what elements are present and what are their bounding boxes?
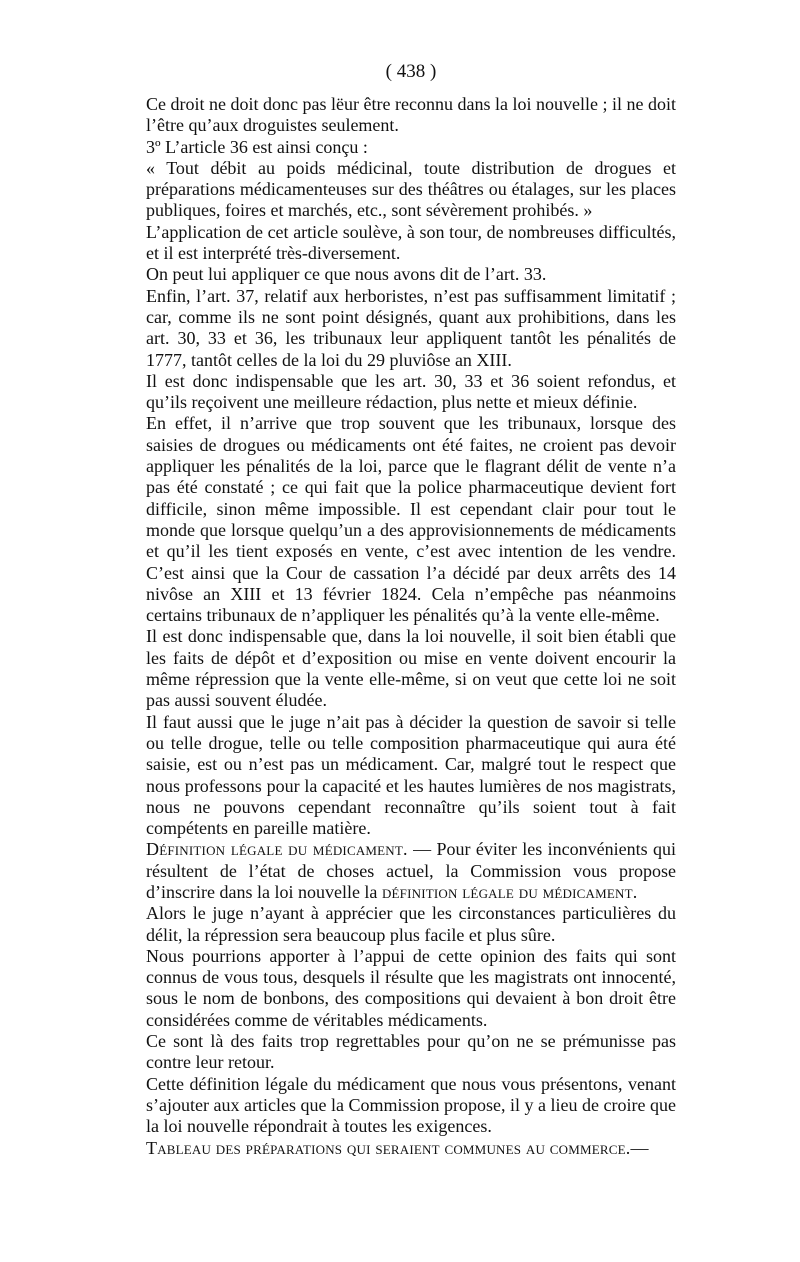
paragraph-5: On peut lui appliquer ce que nous avons dit de l’art. 33. xyxy=(146,264,547,285)
tableau-heading xyxy=(146,1138,676,1159)
definition-paragraph xyxy=(146,839,676,903)
paragraph-10: Il faut aussi que le juge n’ait pas à décider la question de savoir si telle ou telle drogue, telle ou telle composition pharmaceutique qui aura été saisie, est ou n’est pas un médicament. Car, malgré tout le respect que nous professons pour la capacité et les hautes lumières de nos magistrats, nous ne pouvons cependant reconnaître qu’ils soient tout à fait compétents en pareille matière. xyxy=(146,711,676,839)
paragraph-4: L’application de cet article soulève, à son tour, de nombreuses difficultés, et il est interprété très-diversement. xyxy=(146,221,676,264)
page-number: ( 438 ) xyxy=(385,61,437,82)
paragraph-11: Alors le juge n’ayant à apprécier que les circonstances particulières du délit, la répression sera beaucoup plus facile et plus sûre. xyxy=(146,903,676,945)
paragraph-14: Cette définition légale du médicament que nous vous présentons, venant s’ajouter aux articles que la Commission propose, il y a lieu de croire que la loi nouvelle répondrait à toutes les exigences. xyxy=(146,1073,676,1137)
definition-text: — Pour éviter les inconvénients qui résultent de l’état de choses actuel, la Commission vous propose d’inscrire dans la loi nouvelle la xyxy=(146,839,677,902)
paragraph-7: Il est donc indispensable que les art. 30, 33 et 36 soient refondus, et qu’ils reçoivent une meilleure rédaction, plus nette et mieux définie. xyxy=(146,370,676,413)
paragraph-9: Il est donc indispensable que, dans la loi nouvelle, il soit bien établi que les faits de dépôt et d’exposition ou mise en vente doivent encourir la même répression que la vente elle-même, si on veut que cette loi ne soit pas aussi souvent éludée. xyxy=(146,626,676,711)
paragraph-8: En effet, il n’arrive que trop souvent que les tribunaux, lorsque des saisies de drogues ou médicaments ont été faites, ne croient pas devoir appliquer les pénalités de la loi, parce que le flagrant délit de vente n’a pas été constaté ; ce qui fait que la police pharmaceutique devient fort difficile, sinon même impossible. Il est cependant clair pour tout le monde que lorsque quelqu’un a des approvisionnements de médicaments et qu’il les tient exposés en vente, c’est avec intention de les vendre. C’est ainsi que la Cour de cassation l’a décidé par deux arrêts des 14 nivôse an XIII et 13 février 1824. Cela n’empêche pas néanmoins certains tribunaux de n’appliquer les pénalités qu’à la vente elle-même. xyxy=(146,413,676,626)
paragraph-1: Ce droit ne doit donc pas lëur être reconnu dans la loi nouvelle ; il ne doit l’être qu’aux droguistes seulement. xyxy=(146,94,676,136)
definition-heading: Définition légale du médicament. xyxy=(146,839,408,860)
paragraph-6: Enfin, l’art. 37, relatif aux herboristes, n’est pas suffisamment limitatif ; car, comme ils ne sont point désignés, quant aux prohibitions, dans les art. 30, 33 et 36, les tribunaux leur appliquent tantôt les pénalités de 1777, tantôt celles de la loi du 29 pluviôse an XIII. xyxy=(146,285,676,370)
tableau-heading-text: Tableau des préparations qui seraient communes au commerce.— xyxy=(146,1137,649,1158)
paragraph-13: Ce sont là des faits trop regrettables pour qu’on ne se prémunisse pas contre leur retour. xyxy=(146,1031,676,1073)
paragraph-3-quote: « Tout débit au poids médicinal, toute distribution de drogues et préparations médicamenteuses sur des théâtres ou étalages, sur les places publiques, foires et marchés, etc., sont sévèrement prohibés. » xyxy=(146,157,676,221)
paragraph-12: Nous pourrions apporter à l’appui de cette opinion des faits qui sont connus de vous tous, desquels il résulte que les magistrats ont innocenté, sous le nom de bonbons, des compositions qui devaient à bon droit être considérées comme de véritables médicaments. xyxy=(146,945,676,1030)
paragraph-2: 3º L’article 36 est ainsi conçu : xyxy=(146,136,368,157)
document-page xyxy=(146,58,676,1159)
definition-inline-caps: définition légale du médicament. xyxy=(381,881,638,902)
